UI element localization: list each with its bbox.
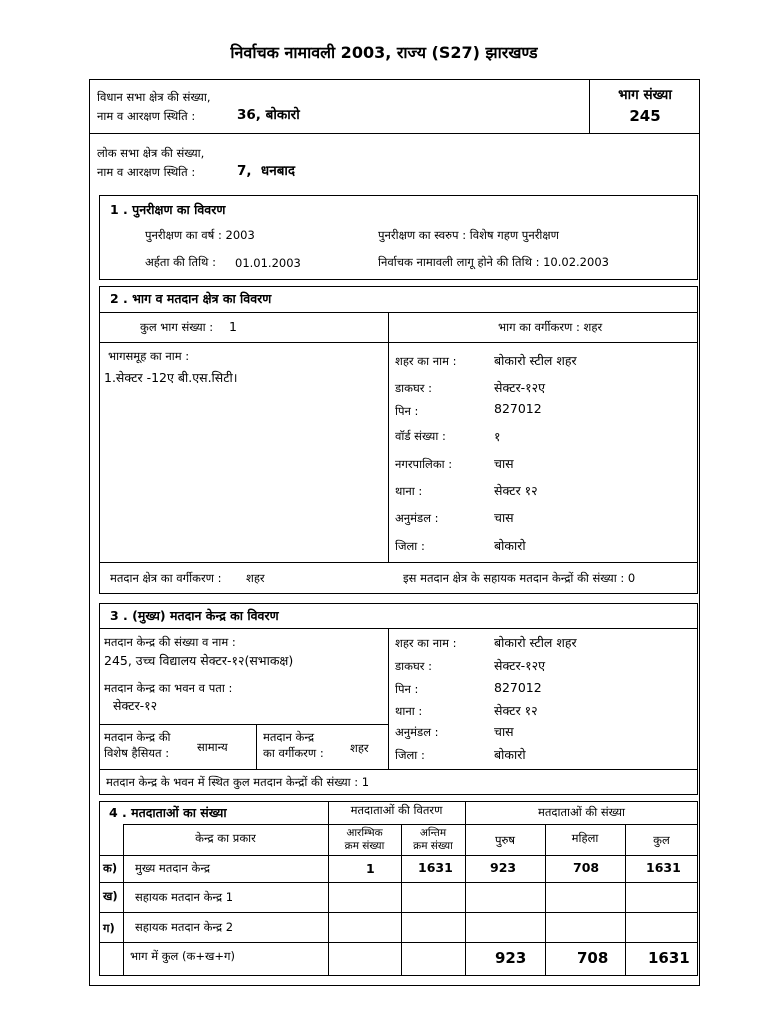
divider xyxy=(256,724,257,769)
detail-value: सेक्टर-१२ए xyxy=(494,380,546,395)
group-name-value: 1.सेक्टर -12ए बी.एस.सिटी। xyxy=(104,370,238,385)
divider xyxy=(99,855,698,856)
detail-value: चास xyxy=(494,724,514,739)
detail-label: अनुमंडल : xyxy=(395,511,439,525)
detail-label: थाना : xyxy=(395,484,423,498)
start-serial-header: आरम्भिक xyxy=(346,827,383,839)
voter-count-header: मतदाताओं की संख्या xyxy=(537,805,626,819)
detail-value: बोकारो स्टील शहर xyxy=(494,353,577,368)
detail-value: बोकारो xyxy=(494,538,526,553)
detail-label: शहर का नाम : xyxy=(395,636,457,650)
female-header: महिला xyxy=(571,831,599,845)
divider xyxy=(89,133,700,134)
divider xyxy=(99,882,698,883)
detail-label: नगरपालिका : xyxy=(395,457,453,471)
aux-centres-count: इस मतदान क्षेत्र के सहायक मतदान केन्द्रों की संख्या : 0 xyxy=(403,571,636,585)
detail-label: वॉर्ड संख्या : xyxy=(395,429,446,443)
lok-value: 7, धनबाद xyxy=(237,163,296,179)
section-3 xyxy=(99,603,698,795)
centre-class-value: शहर xyxy=(350,741,369,755)
sum-male: 923 xyxy=(495,949,527,967)
area-class-label: मतदान क्षेत्र का वर्गीकरण : xyxy=(110,571,222,585)
end-serial-header: अन्तिम xyxy=(419,827,447,839)
section-2-title: 2 . भाग व मतदान क्षेत्र का विवरण xyxy=(110,291,272,306)
divider xyxy=(99,562,698,563)
status-label: विशेष हैसियत : xyxy=(104,746,170,760)
divider xyxy=(99,342,698,343)
divider xyxy=(545,824,546,976)
row-index: ख) xyxy=(103,889,118,903)
status-label: मतदान केन्द्र की xyxy=(104,730,171,744)
centre-class-label: का वर्गीकरण : xyxy=(263,746,324,760)
divider xyxy=(123,824,124,976)
section-4-title: 4 . मतदाताओं का संख्या xyxy=(109,805,227,820)
detail-label: पिन : xyxy=(395,404,419,418)
building-value: सेक्टर-१२ xyxy=(113,698,158,713)
detail-value: 827012 xyxy=(494,680,542,695)
divider xyxy=(99,724,388,725)
detail-label: अनुमंडल : xyxy=(395,725,439,739)
area-class-value: शहर xyxy=(246,571,265,585)
detail-value: 827012 xyxy=(494,401,542,416)
detail-value: बोकारो xyxy=(494,747,526,762)
centre-type: मुख्य मतदान केन्द्र xyxy=(135,861,210,875)
page-title: निर्वाचक नामावली 2003, राज्य (S27) झारखण्ड xyxy=(230,43,538,62)
male-count: 923 xyxy=(490,860,517,875)
divider xyxy=(123,824,698,825)
sum-total: 1631 xyxy=(648,949,690,967)
total-parts-label: कुल भाग संख्या : xyxy=(140,320,214,334)
part-classification: भाग का वर्गीकरण : शहर xyxy=(498,320,603,334)
centre-value: 245, उच्च विद्यालय सेक्टर-१२(सभाकक्ष) xyxy=(104,653,294,668)
centre-type: सहायक मतदान केन्द्र 1 xyxy=(135,890,234,904)
detail-label: डाकघर : xyxy=(395,381,432,395)
section-3-title: 3 . (मुख्य) मतदान केन्द्र का विवरण xyxy=(110,608,279,623)
divider xyxy=(99,312,698,313)
detail-value: बोकारो स्टील शहर xyxy=(494,635,577,650)
detail-label: डाकघर : xyxy=(395,659,432,673)
centre-class-label: मतदान केन्द्र xyxy=(263,730,315,744)
total-count: 1631 xyxy=(646,860,681,875)
end-serial: 1631 xyxy=(418,860,453,875)
end-serial-header: क्रम संख्या xyxy=(413,840,453,852)
revision-year: पुनरीक्षण का वर्ष : 2003 xyxy=(145,228,255,242)
divider xyxy=(388,312,389,562)
divider xyxy=(99,769,698,770)
divider xyxy=(465,801,466,976)
detail-value: चास xyxy=(494,510,514,525)
vidhan-value: 36, बोकारो xyxy=(237,107,300,123)
total-centres-count: मतदान केन्द्र के भवन में स्थित कुल मतदान केन्द्रों की संख्या : 1 xyxy=(106,775,370,789)
lok-label: लोक सभा क्षेत्र की संख्या, xyxy=(97,146,205,160)
detail-label: पिन : xyxy=(395,682,419,696)
centre-type: सहायक मतदान केन्द्र 2 xyxy=(135,920,234,934)
section-1-title: 1 . पुनरीक्षण का विवरण xyxy=(110,202,226,217)
detail-value: सेक्टर १२ xyxy=(494,703,538,718)
vidhan-label: नाम व आरक्षण स्थिति : xyxy=(97,109,196,123)
male-header: पुरुष xyxy=(494,833,516,847)
detail-value: चास xyxy=(494,456,514,471)
start-serial: 1 xyxy=(366,861,375,876)
divider xyxy=(99,912,698,913)
detail-value: सेक्टर-१२ए xyxy=(494,658,546,673)
detail-label: शहर का नाम : xyxy=(395,354,457,368)
detail-value: सेक्टर १२ xyxy=(494,483,538,498)
total-parts-value: 1 xyxy=(229,319,237,334)
distribution-header: मतदाताओं की वितरण xyxy=(350,803,443,817)
female-count: 708 xyxy=(573,860,600,875)
total-header: कुल xyxy=(653,833,670,847)
lok-label: नाम व आरक्षण स्थिति : xyxy=(97,165,196,179)
divider xyxy=(99,628,698,629)
sum-female: 708 xyxy=(577,949,609,967)
qualifying-date-value: 01.01.2003 xyxy=(235,256,301,270)
centre-type-header: केन्द्र का प्रकार xyxy=(195,831,256,845)
status-value: सामान्य xyxy=(197,740,228,754)
sum-label: भाग में कुल (क+ख+ग) xyxy=(130,949,235,963)
vidhan-label: विधान सभा क्षेत्र की संख्या, xyxy=(97,90,211,104)
building-label: मतदान केन्द्र का भवन व पता : xyxy=(104,681,233,695)
divider xyxy=(99,942,698,943)
revision-type: पुनरीक्षण का स्वरुप : विशेष गहण पुनरीक्षण xyxy=(378,228,559,242)
qualifying-date-label: अर्हता की तिथि : xyxy=(145,255,216,269)
effective-date: निर्वाचक नामावली लागू होने की तिथि : 10.02.2003 xyxy=(378,255,609,269)
detail-value: १ xyxy=(494,429,501,444)
start-serial-header: क्रम संख्या xyxy=(344,840,385,852)
divider xyxy=(388,628,389,769)
group-name-label: भागसमूह का नाम : xyxy=(108,349,190,363)
bhag-label: भाग संख्या xyxy=(618,87,672,103)
row-index: ग) xyxy=(103,921,115,935)
row-index: क) xyxy=(103,861,118,875)
bhag-value: 245 xyxy=(629,107,661,125)
detail-label: जिला : xyxy=(395,539,425,553)
detail-label: जिला : xyxy=(395,748,425,762)
centre-label: मतदान केन्द्र की संख्या व नाम : xyxy=(104,635,236,649)
detail-label: थाना : xyxy=(395,704,423,718)
